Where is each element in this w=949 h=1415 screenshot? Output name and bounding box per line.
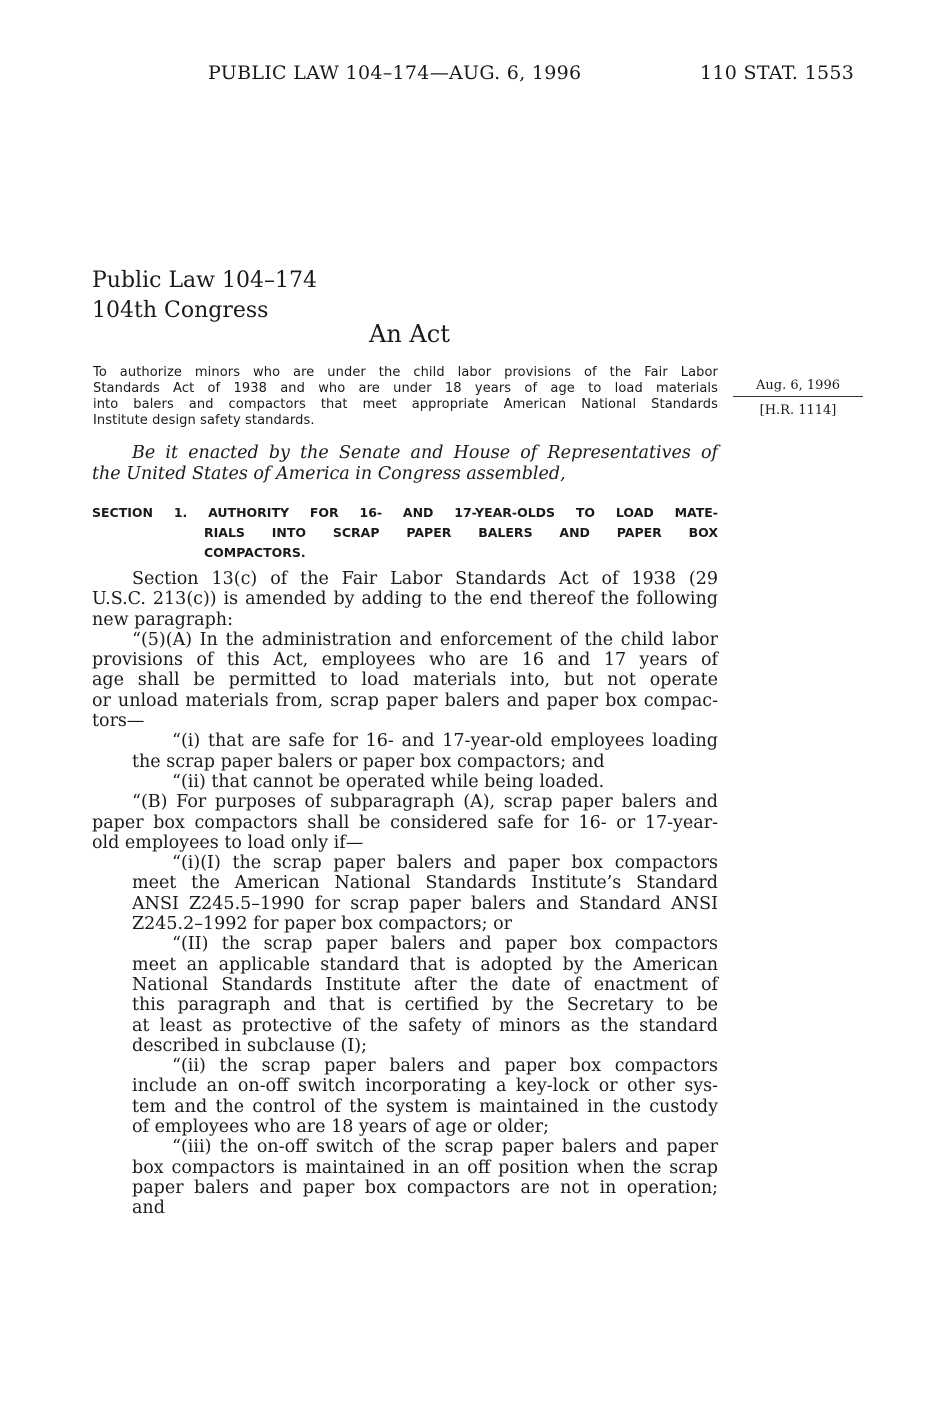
purpose-line: Institute design safety standards. [93, 413, 315, 428]
body-line: ANSI Z245.5–1990 for scrap paper balers and Standard ANSI [132, 893, 718, 914]
body-line: at least as protective of the safety of minors as the standard [132, 1015, 718, 1036]
body-line: tem and the control of the system is maintained in the custody [132, 1096, 718, 1117]
margin-note [733, 378, 863, 418]
body-line: “(B) For purposes of subparagraph (A), scrap paper balers and [132, 792, 718, 813]
body-line: “(ii) the scrap paper balers and paper box compactors [172, 1056, 718, 1077]
body-line: “(iii) the on-off switch of the scrap paper balers and paper [172, 1137, 718, 1158]
body-line: Z245.2–1992 for paper box compactors; or [132, 914, 512, 935]
body-line: meet the American National Standards Institute’s Standard [132, 873, 718, 894]
enacting-clause [92, 443, 718, 485]
purpose-line: To authorize minors who are under the child labor provisions of the Fair Labor [93, 365, 718, 380]
section-heading [92, 503, 718, 563]
section-heading-line: COMPACTORS. [204, 545, 306, 560]
section-heading-line: RIALS INTO SCRAP PAPER BALERS AND PAPER BOX [204, 525, 718, 540]
an-act-heading: An Act [369, 320, 450, 348]
body-line: tors— [92, 711, 145, 732]
body-line: “(i) that are safe for 16- and 17-year-old employees loading [172, 731, 718, 752]
body-line: include an on-off switch incorporating a key-lock or other sys- [132, 1076, 718, 1097]
body-line: described in subclause (I); [132, 1035, 367, 1056]
body-line: this paragraph and that is certified by the Secretary to be [132, 995, 718, 1016]
purpose-line: into balers and compactors that meet appropriate American National Standards [93, 397, 718, 412]
body-line: new paragraph: [92, 609, 233, 630]
running-head-page-number: 110 STAT. 1553 [700, 62, 855, 84]
enacting-line: the United States of America in Congress assembled, [92, 464, 566, 484]
body-line: “(ii) that cannot be operated while being loaded. [172, 771, 605, 792]
body-line: age shall be permitted to load materials into, but not operate [92, 670, 718, 691]
body-line: paper box compactors shall be considered safe for 16- or 17-year- [92, 812, 718, 833]
enacting-line: Be it enacted by the Senate and House of Representatives of [132, 443, 718, 463]
body-line: “(II) the scrap paper balers and paper box compactors [172, 934, 718, 955]
body-line: box compactors is maintained in an off position when the scrap [132, 1157, 718, 1178]
body-line: meet an applicable standard that is adopted by the American [132, 954, 718, 975]
body-line: of employees who are 18 years of age or older; [132, 1117, 550, 1138]
law-title-block [92, 266, 317, 326]
section-heading-line: SECTION 1. AUTHORITY FOR 16- AND 17-YEAR-OLDS TO LOAD MATE- [92, 505, 718, 520]
body-line: or unload materials from, scrap paper balers and paper box compac- [92, 690, 718, 711]
body-line: “(i)(I) the scrap paper balers and paper box compactors [172, 853, 718, 874]
body-line: the scrap paper balers or paper box compactors; and [132, 751, 605, 772]
congress-number: 104th Congress [92, 298, 269, 323]
body-line: Section 13(c) of the Fair Labor Standards Act of 1938 (29 [132, 569, 718, 589]
running-head-citation: PUBLIC LAW 104–174—AUG. 6, 1996 [208, 62, 582, 84]
enactment-date: Aug. 6, 1996 [733, 378, 863, 397]
body-line: National Standards Institute after the date of enactment of [132, 974, 718, 995]
body-line: U.S.C. 213(c)) is amended by adding to the end thereof the following [92, 589, 718, 610]
bill-number: [H.R. 1114] [759, 403, 837, 418]
body-line: paper balers and paper box compactors are not in operation; [132, 1177, 718, 1198]
section-body [92, 569, 718, 1219]
body-line: and [132, 1198, 165, 1219]
body-line: “(5)(A) In the administration and enforcement of the child labor [132, 629, 718, 650]
purpose-line: Standards Act of 1938 and who are under 18 years of age to load materials [93, 381, 718, 396]
body-line: provisions of this Act, employees who are 16 and 17 years of [92, 650, 718, 671]
public-law-number: Public Law 104–174 [92, 268, 317, 293]
body-line: old employees to load only if— [92, 832, 364, 853]
purpose-clause [93, 365, 718, 429]
